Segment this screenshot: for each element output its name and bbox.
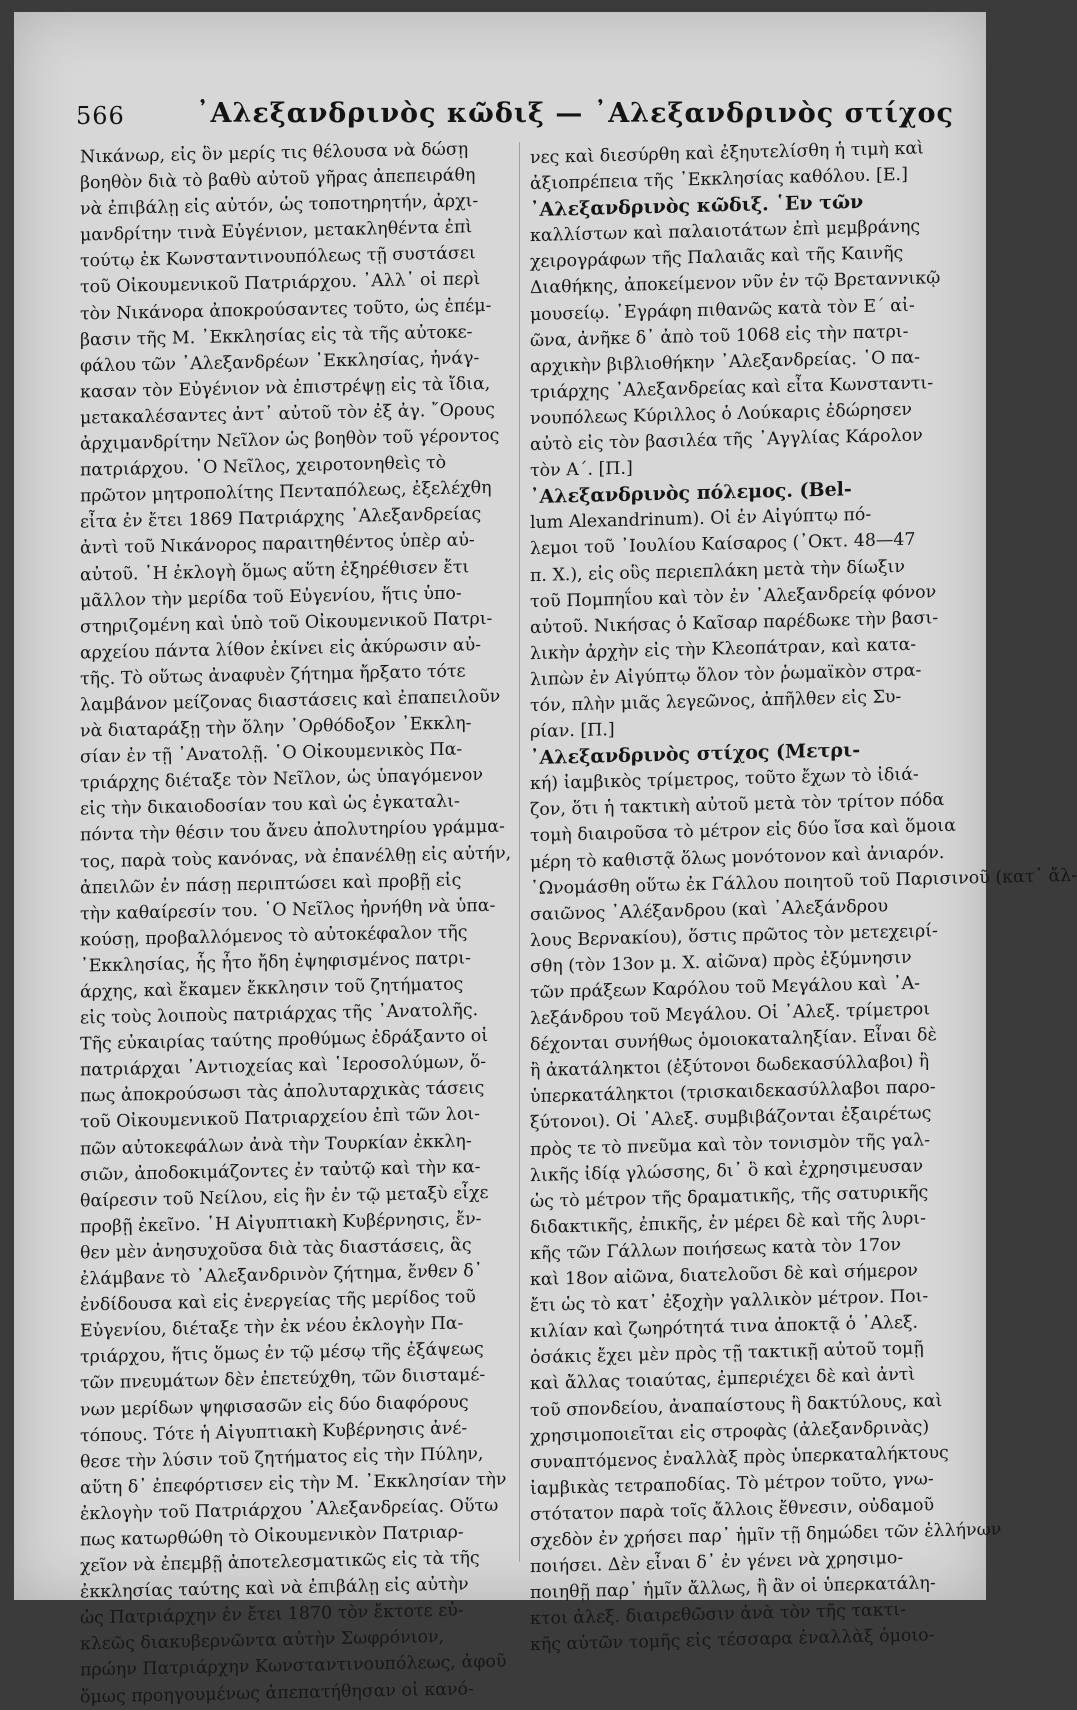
text-line: πατριάρχαι ᾿Αντιοχείας καὶ ῾Ιεροσολύμων, ὅ- — [80, 1052, 487, 1081]
text-line: τριάρχης ᾿Αλεξανδρείας καὶ εἶτα Κωνσταντι- — [530, 373, 934, 403]
text-line: πως κατωρθώθη τὸ Οἰκουμενικὸν Πατριαρ- — [80, 1522, 464, 1551]
text-line: λικῆς ἰδίᾳ γλώσσης, δι᾿ ὃ καὶ ἐχρησιμευσαν — [530, 1156, 924, 1186]
column-divider — [519, 142, 520, 1562]
text-line: μετακαλέσαντες ἀντ᾿ αὐτοῦ τὸν ἐξ ἀγ. ῎Ορους — [80, 399, 495, 429]
text-line: συναπτόμενος ἐναλλὰξ πρὸς ὑπερκαταλήκτους — [530, 1442, 949, 1473]
text-line: lum Alexandrinum). Οἱ ἐν Αἰγύπτῳ πό- — [530, 505, 872, 534]
text-line: Διαθήκης, ἀποκείμενον νῦν ἐν τῷ Βρεταννικῷ — [530, 268, 941, 299]
text-line: αρχείου πάντα λίθον ἐκίνει εἰς ἀκύρωσιν αὐ- — [80, 634, 482, 664]
text-line: κλεῶς διακυβερνῶντα αὐτὴν Σωφρόνιον, — [80, 1627, 445, 1655]
text-line: ᾿Εκκλησίας, ἧς ἦτο ἤδη ἐψηφισμένος πατρι- — [80, 948, 471, 977]
text-line: ξύτονοι). Οἱ ᾿Αλεξ. συμβιβάζονται ἐξαιρέτως — [530, 1103, 932, 1134]
text-line: σχεδὸν ἐν χρήσει παρ᾿ ἡμῖν τῇ δημώδει τῶν ἑλλήνων — [530, 1519, 1002, 1552]
text-line: τὸν Α΄. [Π.] — [530, 458, 633, 482]
text-line: ῶνα, ἀνῆκε δ᾿ ἀπὸ τοῦ 1068 εἰς τὴν πατρι- — [530, 321, 909, 351]
text-line: τοῦ σπονδείου, ἀναπαίστους ἢ δακτύλους, καὶ — [530, 1390, 943, 1421]
text-line: καὶ 18ον αἰῶνα, διατελοῦσι δὲ καὶ σήμερον — [530, 1260, 918, 1291]
text-line: τῆς. Τὸ οὕτως ἀναφυὲν ζήτημα ἤρξατο τότε — [80, 661, 466, 690]
text-line: νων μερίδων ψηφισασῶν εἰς δύο διαφόρους — [80, 1391, 469, 1421]
running-head: ᾿Αλεξανδρινὸς κῶδιξ — ᾿Αλεξανδρινὸς στίχος — [196, 98, 954, 129]
entry-heading-line: ᾿Αλεξανδρινὸς πόλεμος. (Bel- — [530, 478, 852, 509]
text-line: προβῇ ἐκεῖνο. ῾Η Αἰγυπτιακὴ Κυβέρνησις, ἔν- — [80, 1208, 482, 1238]
text-line: πόντα τὴν θέσιν του ἄνευ ἀπολυτηρίου γράμμα- — [80, 817, 505, 846]
text-line: κασαν τὸν Εὐγένιον νὰ ἐπιστρέψῃ εἰς τὰ ἴδια, — [80, 373, 491, 403]
text-line: ὅμως προηγουμένως ἀπεπατήθησαν οἱ κανό- — [80, 1678, 474, 1708]
text-line: σιῶν, ἀποδοκιμάζοντες ἐν ταὐτῷ καὶ τὴν κα- — [80, 1156, 481, 1186]
text-line: κτοι ἀλεξ. διαιρεθῶσιν ἀνὰ τὸν τῆς τακτι- — [530, 1600, 906, 1630]
text-line: κή) ἰαμβικὸς τρίμετρος, τοῦτο ἔχων τὸ ἰδιά- — [530, 764, 919, 795]
text-line: λεμοι τοῦ ᾿Ιουλίου Καίσαρος (᾿Οκτ. 48—47 — [530, 530, 916, 560]
text-line: μέρη τὸ καθιστᾷ ὅλως μονότονον καὶ ἀνιαρόν. — [530, 842, 945, 873]
text-line: τὴν καθαίρεσίν του. ῾Ο Νεῖλος ἠρνήθη νὰ ὑπα- — [80, 895, 496, 925]
text-line: τριάρχου, ἥτις ὅμως ἐν τῷ μέσῳ τῆς ἐξάψεως — [80, 1339, 484, 1368]
text-line: ποιήσει. Δὲν εἶναι δ᾿ ἐν γένει νὰ χρησιμο- — [530, 1548, 904, 1578]
text-line: ἐκλογὴν τοῦ Πατριάρχου ᾿Αλεξανδρείας. Οὕτω — [80, 1495, 499, 1525]
page-number: 566 — [76, 102, 125, 130]
text-line: νὰ διαταράξῃ τὴν ὅλην ᾿Ορθόδοξον ᾿Εκκλη- — [80, 713, 472, 742]
text-line: ἐλάμβανε τὸ ᾿Αλεξανδρινὸν ζήτημα, ἔνθεν δ᾿ — [80, 1261, 483, 1290]
text-line: διδακτικῆς, ἐπικῆς, ἐν μέρει δὲ καὶ τῆς λυρι- — [530, 1208, 926, 1238]
page-header — [76, 94, 954, 134]
text-line: ρίαν. [Π.] — [530, 720, 615, 743]
right-column — [530, 138, 1077, 1656]
text-line: τῶν πνευμάτων δὲν ἐπετεύχθη, τῶν διισταμέ- — [80, 1365, 486, 1394]
text-line: βασιν τῆς Μ. ᾿Εκκλησίας εἰς τὰ τῆς αὐτοκε- — [80, 321, 473, 351]
text-line: τριάρχης διέταξε τὸν Νεῖλον, ὡς ὑπαγόμενον — [80, 765, 483, 794]
text-line: τος, παρὰ τοὺς κανόνας, νὰ ἐπανέλθῃ εἰς αὐτήν, — [80, 843, 512, 873]
text-line: τὸν Νικάνορα ἀποκρούσαντες τοῦτο, ὡς ἐπέμ- — [80, 295, 492, 325]
text-line: ἢ ἀκατάληκτοι (ἐξύτονοι δωδεκασύλλαβοι) ἢ — [530, 1051, 930, 1082]
text-line: άρχης, καὶ ἔκαμεν ἔκκλησιν τοῦ ζητήματος — [80, 974, 464, 1003]
text-line: Τῆς εὐκαιρίας ταύτης προθύμως ἐδράξαντο οἱ — [80, 1026, 489, 1055]
text-line: ἀντὶ τοῦ Νικάνορος παραιτηθέντος ὑπὲρ αὐ- — [80, 530, 475, 559]
text-line: κῆς αὐτῶν τομῆς εἰς τέσσαρα ἐναλλὰξ ὁμοιο- — [530, 1625, 935, 1656]
text-line: λους Βερνακίου), ὅστις πρῶτος τὸν μετεχειρί- — [530, 920, 938, 951]
text-line: τοῦ Οἰκουμενικοῦ Πατριάρχου. ᾿Αλλ᾿ οἱ περὶ — [80, 269, 481, 298]
text-line: θαίρεσιν τοῦ Νείλου, εἰς ἣν ἐν τῷ μεταξὺ εἶχε — [80, 1182, 489, 1212]
text-line: εἰς τοὺς λοιποὺς πατριάρχας τῆς ᾿Ανατολῆς. — [80, 1000, 479, 1029]
text-line: ἔτι ὡς τὸ κατ᾿ ἐξοχὴν γαλλικὸν μέτρον. Ποι- — [530, 1286, 929, 1317]
text-line: τοῦ Πομπηΐου καὶ τὸν ἐν ᾿Αλεξανδρείᾳ φόνον — [530, 581, 937, 612]
text-line: πως ἀποκρούσωσι τὰς ἀπολυταρχικὰς τάσεις — [80, 1078, 485, 1107]
text-line: Νικάνωρ, εἰς ὃν μερίς τις θέλουσα νὰ δώσῃ — [80, 139, 469, 168]
text-line: σαιῶνος ᾿Αλέξανδρου (καὶ ᾿Αλεξάνδρου — [530, 896, 889, 925]
text-line: αὐτοῦ. Νικήσας ὁ Καῖσαρ παρέδωκε τὴν βασι- — [530, 607, 939, 638]
text-line: ὡς τὸ μέτρον τῆς δραματικῆς, τῆς σατυρικῆς — [530, 1182, 929, 1212]
text-line: ᾿Ωνομάσθη οὕτω ἐκ Γάλλου ποιητοῦ τοῦ Παρισινοῦ (κατ᾿ ἄλ- — [530, 865, 1077, 899]
text-line: βοηθὸν διὰ τὸ βαθὺ αὐτοῦ γῆρας ἀπεπειράθη — [80, 165, 476, 194]
text-line: κούσῃ, προβαλλόμενος τὸ αὐτοκέφαλον τῆς — [80, 922, 468, 951]
text-line: ὑπερκατάληκτοι (τρισκαιδεκασύλλαβοι παρο- — [530, 1077, 936, 1108]
text-line: πρώην Πατριάρχην Κωνσταντινουπόλεως, ἀφοῦ — [80, 1652, 507, 1681]
text-line: πατριάρχου. ῾Ο Νεῖλος, χειροτονηθεὶς τὸ — [80, 452, 447, 481]
text-line: αὐτοῦ. ῾Η ἐκλογὴ ὅμως αὕτη ἐξηρέθισεν ἔτι — [80, 556, 470, 586]
text-line: θεσε τὴν λύσιν τοῦ ζητήματος εἰς τὴν Πύλην, — [80, 1443, 484, 1473]
text-line: νες καὶ διεσύρθη καὶ ἐξηυτελίσθη ἡ τιμὴ καὶ — [530, 138, 924, 169]
text-line: κῆς τῶν Γάλλων ποιήσεως κατὰ τὸν 17ον — [530, 1234, 901, 1265]
text-line: χρησιμοποιεῖται εἰς στροφὰς (ἀλεξανδρινὰς) — [530, 1416, 930, 1447]
text-line: αὐτὸ εἰς τὸν βασιλέα τῆς ᾿Αγγλίας Κάρολον — [530, 425, 923, 456]
text-line: σθη (τὸν 13ον μ. Χ. αἰῶνα) πρὸς ἐξύμνησιν — [530, 947, 912, 978]
text-line: στότατον παρὰ τοῖς ἄλλοις ἔθνεσιν, οὐδαμοῦ — [530, 1495, 935, 1525]
text-line: ἰαμβικὰς τετραποδίας. Τὸ μέτρον τοῦτο, γνω- — [530, 1469, 934, 1499]
text-line: νουπόλεως Κύριλλος ὁ Λούκαρις ἐδώρησεν — [530, 399, 912, 430]
text-line: ὡς Πατριάρχην ἐν ἔτει 1870 τὸν ἔκτοτε εὐ- — [80, 1600, 464, 1629]
text-line: λαμβάνον μείζονας διαστάσεις καὶ ἐπαπειλοῦν — [80, 686, 501, 716]
text-line: πρὸς τε τὸ πνεῦμα καὶ τὸν τονισμὸν τῆς γαλ- — [530, 1129, 931, 1160]
text-line: καὶ ἄλλας τοιαύτας, ἐμπεριέχει δὲ καὶ ἀντὶ — [530, 1365, 916, 1395]
text-line: τῶν πράξεων Καρόλου τοῦ Μεγάλου καὶ ᾿Α- — [530, 973, 921, 1004]
text-line: μᾶλλον τὴν μερίδα τοῦ Εὐγενίου, ἥτις ὑπο- — [80, 583, 462, 612]
text-line: νὰ ἐπιβάλῃ εἰς αὐτόν, ὡς τοποτηρητήν, ἀρχι- — [80, 191, 479, 220]
text-line: λεξάνδρου τοῦ Μεγάλου. Οἱ ᾿Αλεξ. τρίμετροι — [530, 999, 931, 1030]
text-line: δέχονται συνήθως ὁμοιοκαταληξίαν. Εἶναι δὲ — [530, 1025, 937, 1056]
text-line: στηριζομένη καὶ ὑπὸ τοῦ Οἰκουμενικοῦ Πατρι- — [80, 608, 493, 638]
entry-heading-line: ᾿Αλεξανδρινὸς στίχος (Μετρι- — [530, 739, 861, 770]
text-line: τομὴ διαιροῦσα τὸ μέτρον εἰς δύο ἴσα καὶ ὅμοια — [530, 816, 956, 847]
text-line: πῶν αὐτοκεφάλων ἀνὰ τὴν Τουρκίαν ἐκκλη- — [80, 1130, 472, 1160]
entry-heading-line: ᾿Αλεξανδρινὸς κῶδιξ. ῾Εν τῶν — [530, 191, 864, 222]
text-line: πρῶτον μητροπολίτης Πενταπόλεως, ἐξελέχθη — [80, 478, 492, 507]
text-line: καλλίστων καὶ παλαιοτάτων ἐπὶ μεμβράνης — [530, 216, 921, 247]
text-line: εἰς τὴν δικαιοδοσίαν του καὶ ὡς ἐγκαταλι- — [80, 791, 460, 820]
text-line: αρχικὴν βιβλιοθήκην ᾿Αλεξανδρείας. ῾Ο πα- — [530, 347, 920, 377]
text-line: κιλίαν καὶ ζωηρότητά τινα ἀποκτᾷ ὁ ᾿Αλεξ. — [530, 1312, 919, 1343]
book-page — [14, 12, 1077, 1708]
text-line: ἀρχιμανδρίτην Νεῖλον ὡς βοηθὸν τοῦ γέροντος — [80, 425, 500, 455]
text-line: εἶτα ἐν ἔτει 1869 Πατριάρχης ᾿Αλεξανδρείας — [80, 504, 482, 533]
text-line: τόπους. Τότε ἡ Αἰγυπτιακὴ Κυβέρνησις ἀνέ- — [80, 1417, 468, 1447]
text-line: ὁσάκις ἔχει μὲν πρὸς τῇ τακτικῇ αὐτοῦ τομῇ — [530, 1338, 924, 1369]
text-line: τοῦ Οἰκουμενικοῦ Πατριαρχείου ἐπὶ τῶν λοι- — [80, 1104, 480, 1133]
text-line: χειρογράφων τῆς Παλαιᾶς καὶ τῆς Καινῆς — [530, 243, 904, 273]
text-line: ἀξιοπρέπεια τῆς ᾿Εκκλησίας καθόλου. [Ε.] — [530, 164, 908, 195]
text-line: λικὴν ἀρχὴν εἰς τὴν Κλεοπάτραν, καὶ κατα- — [530, 634, 917, 664]
text-line: αὕτη δ᾿ ἐπεφόρτισεν εἰς τὴν Μ. ᾿Εκκλησίαν τὴν — [80, 1469, 507, 1499]
text-line: τούτῳ ἐκ Κωνσταντινουπόλεως τῇ συστάσει — [80, 243, 476, 272]
text-line: Εὐγενίου, διέταξε τὴν ἐκ νέου ἐκλογὴν Πα- — [80, 1313, 464, 1342]
text-line: ἐνδίδουσα καὶ εἰς ἐνεργείας τῆς μερίδος τοῦ — [80, 1287, 476, 1316]
text-line: σίαν ἐν τῇ ᾿Ανατολῇ. ῾Ο Οἰκουμενικὸς Πα- — [80, 739, 463, 768]
text-line: ποιηθῇ παρ᾿ ἡμῖν ἄλλως, ἢ ἂν οἱ ὑπερκατάλη- — [530, 1573, 936, 1604]
text-line: θεν μὲν ἀνησυχοῦσα διὰ τὰς διαστάσεις, ἃς — [80, 1235, 472, 1264]
text-line: ζον, ὅτι ἡ τακτικὴ αὐτοῦ μετὰ τὸν τρίτον πόδα — [530, 790, 945, 821]
text-line: φάλου τῶν ᾿Αλεξανδρέων ᾿Εκκλησίας, ἠνάγ- — [80, 347, 480, 377]
text-line: ἐκκλησίας ταύτης καὶ νὰ ἐπιβάλῃ εἰς αὐτὴν — [80, 1574, 469, 1603]
text-line: π. Χ.), εἰς οὓς περιεπλάκη μετὰ τὴν δίωξιν — [530, 556, 905, 586]
text-line: λιπὼν ἐν Αἰγύπτῳ ὅλον τὸν ῥωμαϊκὸν στρα- — [530, 660, 922, 690]
left-column — [80, 140, 510, 1706]
text-line: τόν, πλὴν μιᾶς λεγεῶνος, ἀπῆλθεν εἰς Συ- — [530, 687, 902, 717]
text-line: μανδρίτην τινὰ Εὐγένιον, μετακληθέντα ἐπὶ — [80, 217, 473, 246]
text-line: ἀπειλῶν ἐν πάσῃ περιπτώσει καὶ προβῇ εἰς — [80, 870, 462, 899]
text-line: χεῖον νὰ ἐπεμβῇ ἀποτελεσματικῶς εἰς τὰ τῆς — [80, 1548, 480, 1577]
text-line: μουσείῳ. ᾿Εγράφη πιθανῶς κατὰ τὸν Ε΄ αἰ- — [530, 295, 915, 325]
